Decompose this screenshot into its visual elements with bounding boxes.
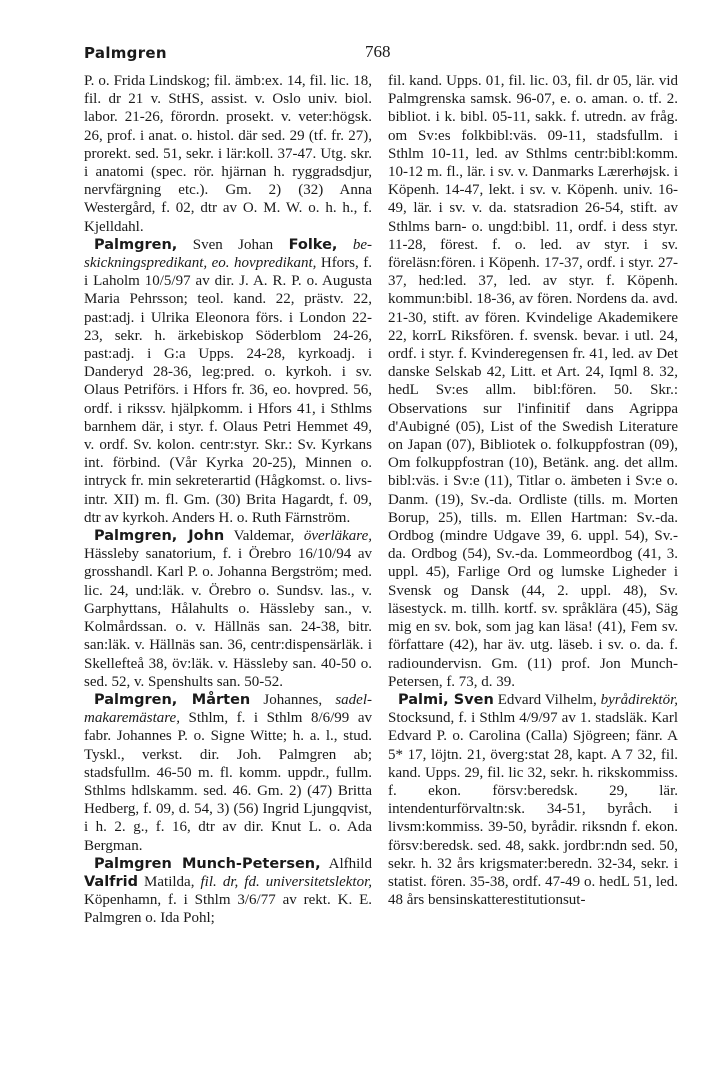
entry-title: sadelmakaremästare, (84, 691, 372, 727)
entry-palmgren-john (84, 527, 372, 691)
entry-given-names: Alfhild (320, 855, 372, 872)
entry-palmgren-munch-petersen (84, 855, 372, 928)
entry-headword: Palmgren Munch-Petersen, (94, 855, 321, 872)
page-number: 768 (365, 42, 391, 61)
running-head-title: Palmgren (84, 44, 167, 62)
entry-title: beskickningspredikant, eo. hovpredikant, (84, 236, 372, 272)
entry-headword: Palmgren, (94, 236, 178, 253)
entry-palmgren-folke (84, 236, 372, 527)
entry-given-names: Sven Johan (177, 236, 289, 253)
left-column (84, 72, 372, 928)
entry-palmgren-marten (84, 691, 372, 855)
entry-text: P. o. Frida Lindskog; fil. ämb:ex. 14, fil. lic. 18, fil. dr 21 v. StHS, assist. v. Oslo univ. biol. labor. 21-26, förordn. prosekt. v. veter:högsk. 26, prof. i anat. o. histol. där sed. 29 (tf. fr. 27), prorekt. sed. 51, sekr. i lär:koll. 37-47. Utg. skr. i anatomi (spec. rör. hjärnan h. ryggradsdjur, nervfärgning etc.). Gm. 2) (32) Anna Westergård, f. 02, dtr av O. M. W. o. h. h., f. Kjelldahl. (84, 73, 372, 235)
entry-text: Stocksund, f. i Sthlm 4/9/97 av 1. stadsläk. Karl Edvard P. o. Carolina (Calla) Sjögreen; fänr. A 5* 17, löjtn. 21, överg:stat 28, kapt. A 7 32, fil. kand. Upps. 29, fil. lic 32, sekr. h. rikskommiss. f. ekon. försv:beredsk. 29, lär. intendenturförvaltn:sk. 34-51, byråch. i livsm:kommiss. 39-50, byrådir. riksndn f. ekon. försv:beredsk. sed. 48, sakk. jordbr:ndn sed. 50, sekr. h. 32 års krigsmater:beredn. 32-34, sekr. i statist. fören. 35-38, ordf. 47-49 o. hedL 51, led. 48 års bensinskatterestitutionsut- (388, 710, 678, 909)
right-column (388, 72, 678, 909)
entry-text: fil. kand. Upps. 01, fil. lic. 03, fil. dr 05, lär. vid Palmgrenska samsk. 96-07, e. o. aman. o. tf. 2. bibliot. i k. bibl. 05-11, sakk. f. utredn. av fråg. om Sv:es folkbibl:väs. 09-11, stadsfullm. i Sthlm 10-11, led. av Sthlms centr:bibl:komm. 10-12 m. fl., lär. i sv. v. Danmarks Lærerhøjsk. i Köpenh. 14-47, lekt. i sv. v. Köpenh. univ. 16-49, lär. i sv. v. da. statsradion 26-54, stift. av Sthlms barn- o. ungd:bibl. 11, ordf. i dess styr. 11-28, förest. f. o. led. av styr. i sv. föreläsn:fören. i Köpenh. 17-37, ordf. i styr. 27-37, hed:led. 37, led. av styr. f. Köpenh. kommun:bibl. 18-36, av fören. Nordens da. avd. 21-30, stift. av fören. Kvindelige Akademikere 22, korrL Riksfören. f. svensk. bevar. i utl. 24, ordf. i styr. f. Kvinderegensen fr. 41, led. av Det danske Selskab 42, Litt. et Art. 24, Iqml 8. 32, hedL Sv:es allm. bibl:fören. 50. Skr.: Observations sur l'infinitif dans Agrippa d'Aubigné (05), List of the Swedish Literature on Japan (07), Bibliotek o. folkuppfostran (09), Om folkuppfostran (10), Betänk. ang. det allm. bibl:väs. i Sv:e (11), Titlar o. ämbeten i Sv:e o. Danm. (19), Sv.-da. Ordliste (tills. m. Morten Borup, 25), tills. m. Ellen Hartman: Sv.-da. Ordbog (mindre Udgave 39, 6. uppl. 54), Sv.-da. Ordbog (54), Sv.-da. Lommeordbog (41, 3. uppl. 45), Farlige Ord og lumske Ligheder i Svensk og Dansk (44, 2. uppl. 48), Sv. läsestyck. m. tillh. kortf. sv. språklära (45), Säg mig en sv. bok, som jag kan läsa! (41), Fem sv. författare (42), har äv. utg. läseb. i sv. o. da. f. radioundervisn. Gm. (11) prof. Jon Munch-Petersen, f. 73, d. 39. (388, 73, 678, 690)
entry-title: överläkare, (303, 528, 372, 545)
entry-title: fil. dr, fd. universitetslektor, (200, 873, 373, 890)
entry-text: Hfors, f. i Laholm 10/5/97 av dir. J. A. R. P. o. Augusta Maria Pehrsson; teol. kand. 22, prästv. 22, past:adj. i Ulrika Eleonora förs. i London 22-23, sekr. h. ärkebiskop Söderblom 24-26, past:adj. i G:a Upps. 24-28, kyrkoadj. i Danderyd 28-36, leg:pred. o. kyrkoh. i sv. Olaus Petriförs. i Hfors fr. 36, eo. hovpred. 56, ordf. i rikssv. hjälpkomm. i Hfors 41, i Sthlms barnhem där, i styr. f. Olaus Petri Hemmet 49, v. ordf. Sv. kolon. centr:styr. Skr.: Sv. Kyrkans int. förbind. (Vår Kyrka 20-25), Minnen o. intryck fr. min sekreterartid (Hågkomst. o. livsintr. XII) m. fl. Gm. (30) Brita Hagardt, f. 09, dtr av kyrkoh. Anders H. o. Ruth Färnström. (84, 255, 372, 526)
entry-text: Hässleby sanatorium, f. i Örebro 16/10/94 av grosshandl. Karl P. o. Johanna Bergström; med. lic. 24, und:läk. v. Örebro o. Sundsv. las., v. Garphyttans, Hålahults o. Hässleby san., v. Kolmårdssan. o. v. Hällnäs san. 24-38, bitr. san:läk. v. Hällnäs san. 36, centr:dispensärläk. i Skellefteå 38, öv:läk. v. Hässleby san. 40-50 o. sed. 52, v. Spenshults san. 50-52. (84, 546, 372, 690)
entry-headword: Palmi, Sven (398, 691, 494, 708)
entry-palmi-sven (388, 691, 678, 909)
entry-given-names-2: Matilda, (138, 873, 201, 890)
entry-given-bold: Folke, (288, 236, 338, 253)
entry-headword: Palmgren, John (94, 528, 225, 545)
entry-title: byrådirektör, (600, 691, 678, 708)
entry-given-names: Edvard Vilhelm, (493, 691, 601, 708)
entry-headword: Palmgren, Mårten (94, 691, 251, 708)
entry-given-bold: Valfrid (84, 873, 138, 890)
entry-given-names: Valdemar, (224, 528, 304, 545)
entry-munch-petersen-continuation (388, 72, 678, 691)
entry-continuation (84, 72, 372, 236)
entry-text: Köpenhamn, f. i Sthlm 3/6/77 av rekt. K. E. Palmgren o. Ida Pohl; (84, 892, 372, 927)
entry-text: Sthlm, f. i Sthlm 8/6/99 av fabr. Johannes P. o. Signe Witte; h. a. l., stud. Tyskl., verkst. dir. Joh. Palmgren ab; stadsfullm. 46-50 m. fl. komm. uppdr., fullm. Sthlms hdlskamm. sed. 46. Gm. 2) (47) Britta Hedberg, f. 09, d. 54, 3) (56) Ingrid Ljungqvist, i h. 2. g., f. 16, dtr av dir. Knut L. o. Ada Bergman. (84, 710, 372, 854)
entry-given-names: Johannes, (250, 691, 336, 708)
running-header (84, 44, 684, 68)
